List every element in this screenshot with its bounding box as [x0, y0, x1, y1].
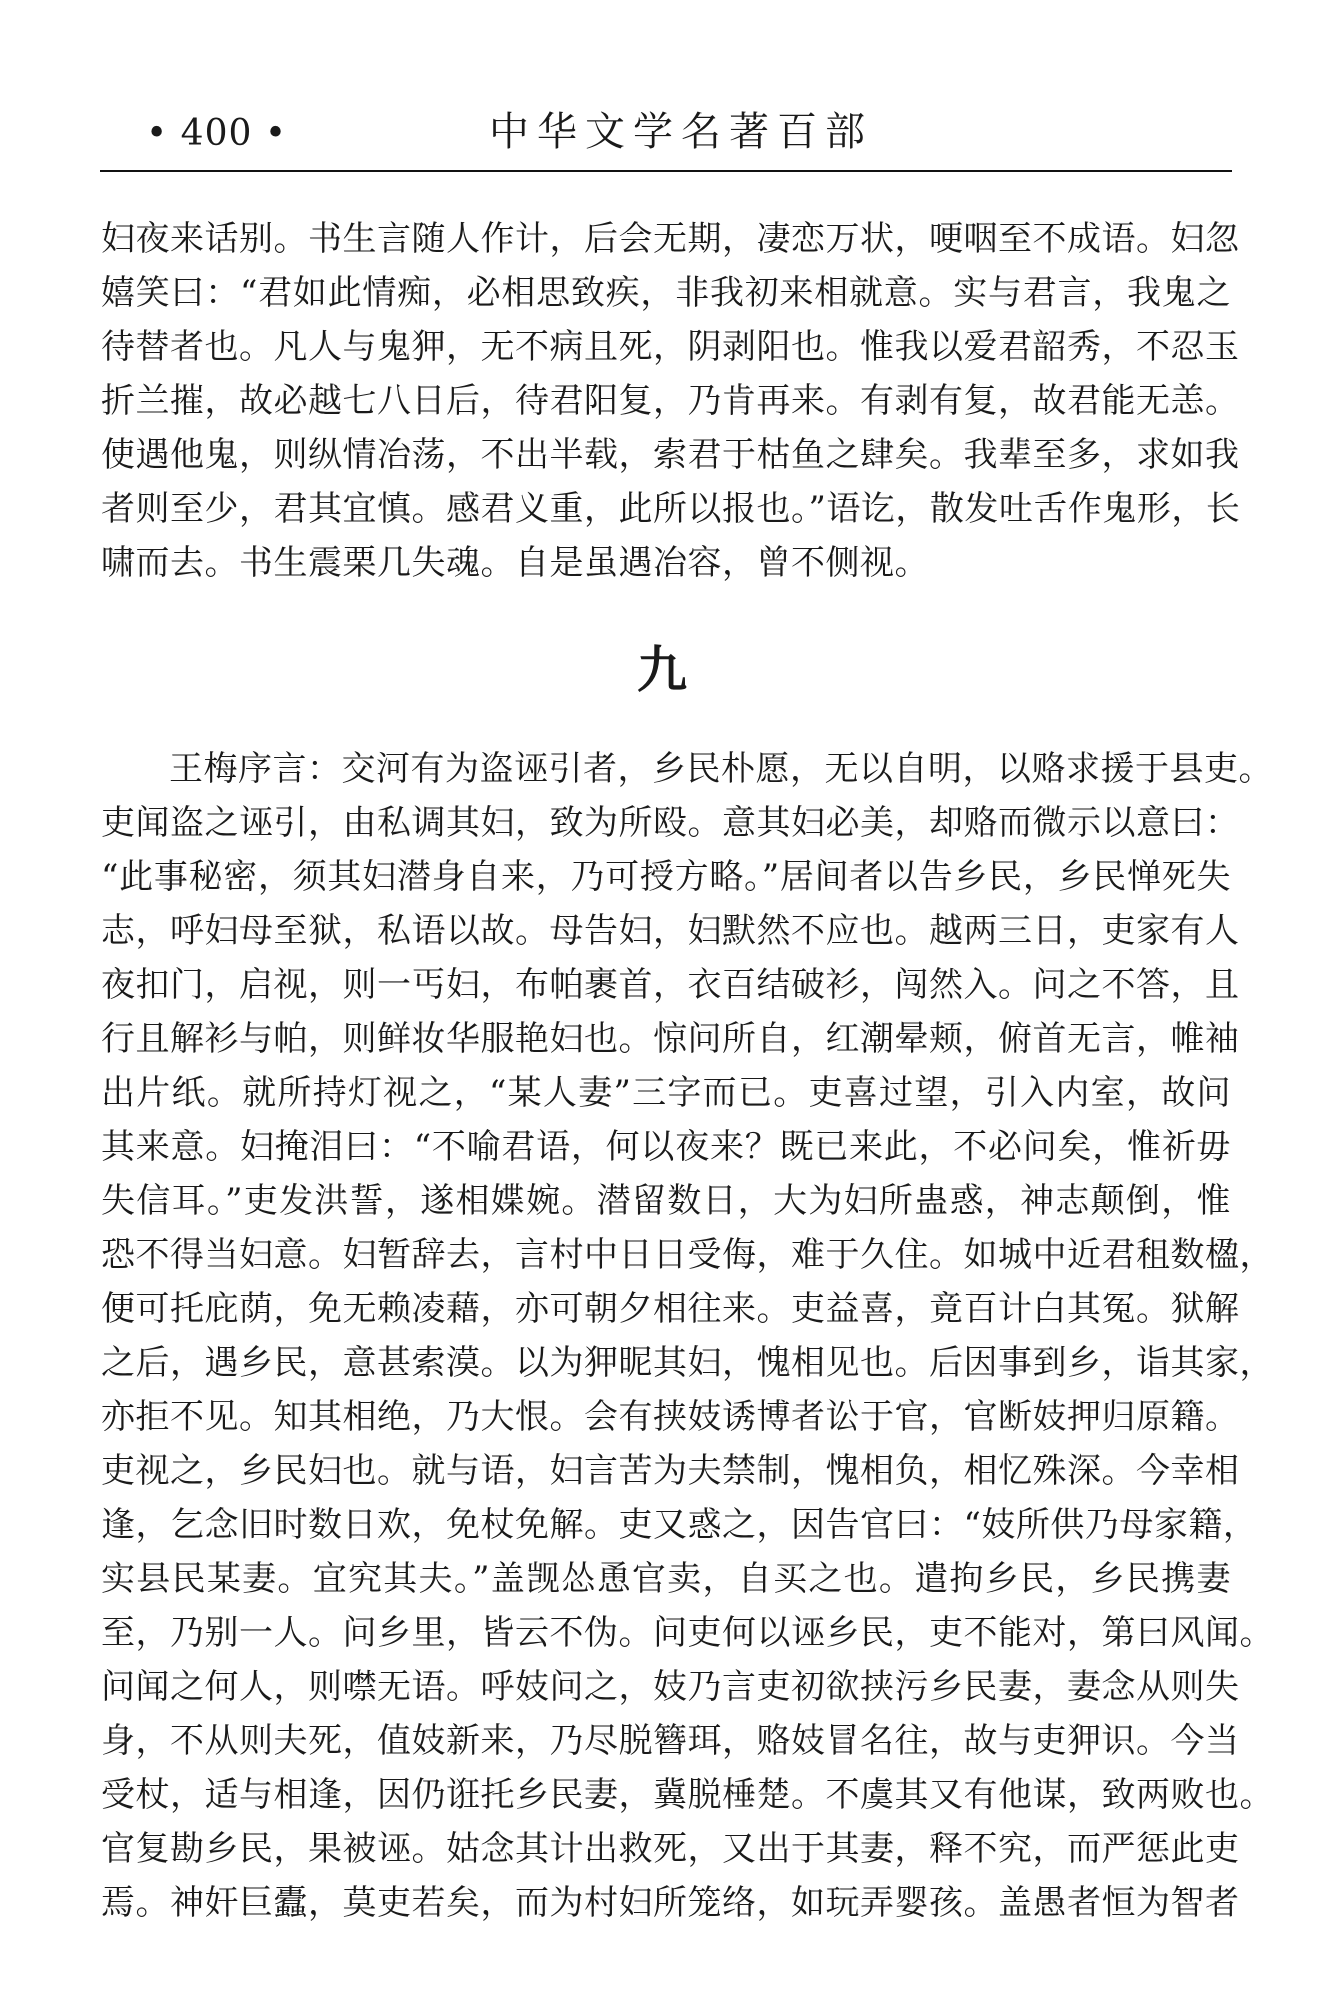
- book-title: 中华文学名著百部: [489, 109, 873, 155]
- text-line: 待替者也。凡人与鬼狎，无不病且死，阴剥阳也。惟我以爱君韶秀，不忍玉: [101, 327, 1240, 367]
- text-line: 吏闻盗之诬引，由私调其妇，致为所殴。意其妇必美，却赂而微示以意曰：: [101, 803, 1240, 843]
- page-number: • 400 •: [146, 113, 288, 154]
- text-line: 出片纸。就所持灯视之，“某人妻”三字而已。吏喜过望，引入内室，故问: [101, 1073, 1231, 1113]
- text-line: 志，呼妇母至狱，私语以故。母告妇，妇默然不应也。越两三日，吏家有人: [101, 911, 1240, 951]
- section-nine-text: [101, 742, 1274, 1930]
- text-line: 恐不得当妇意。妇暂辞去，言村中日日受侮，难于久住。如城中近君租数楹，: [101, 1235, 1274, 1275]
- text-line: 行且解衫与帕，则鲜妆华服艳妇也。惊问所自，红潮晕颊，俯首无言，帷袖: [101, 1019, 1240, 1059]
- text-line: 之后，遇乡民，意甚索漠。以为狎昵其妇，愧相见也。后因事到乡，诣其家，: [101, 1343, 1274, 1383]
- header-rule: [100, 170, 1232, 172]
- text-line: 使遇他鬼，则纵情冶荡，不出半载，索君于枯鱼之肆矣。我辈至多，求如我: [101, 435, 1240, 475]
- text-line: 其来意。妇掩泪曰：“不喻君语，何以夜来？既已来此，不必问矣，惟祈毋: [101, 1127, 1231, 1167]
- text-line: 焉。神奸巨蠹，莫吏若矣，而为村妇所笼络，如玩弄婴孩。盖愚者恒为智者: [101, 1883, 1240, 1923]
- text-line: 妇夜来话别。书生言随人作计，后会无期，凄恋万状，哽咽至不成语。妇忽: [101, 219, 1240, 259]
- text-line: 实县民某妻。宜究其夫。”盖觊怂恿官卖，自买之也。遣拘乡民，乡民携妻: [101, 1559, 1231, 1599]
- text-line: 亦拒不见。知其相绝，乃大恨。会有挟妓诱博者讼于官，官断妓押归原籍。: [101, 1397, 1240, 1437]
- text-line: 者则至少，君其宜慎。感君义重，此所以报也。”语讫，散发吐舌作鬼形，长: [101, 489, 1241, 529]
- text-line: 逢，乞念旧时数日欢，免杖免解。吏又惑之，因告官曰：“妓所供乃母家籍，: [101, 1505, 1258, 1545]
- text-line: 受杖，适与相逢，因仍诳托乡民妻，冀脱棰楚。不虞其又有他谋，致两败也。: [101, 1775, 1274, 1815]
- text-line: 折兰摧，故必越七八日后，待君阳复，乃肯再来。有剥有复，故君能无恙。: [101, 381, 1240, 421]
- text-line: 至，乃别一人。问乡里，皆云不伪。问吏何以诬乡民，吏不能对，第曰风闻。: [101, 1613, 1274, 1653]
- page-header: [100, 100, 1232, 172]
- text-line: 王梅序言：交河有为盗诬引者，乡民朴愿，无以自明，以赂求援于县吏。: [169, 749, 1273, 789]
- text-line: 官复勘乡民，果被诬。姑念其计出救死，又出于其妻，释不究，而严惩此吏: [101, 1829, 1240, 1869]
- text-line: 便可托庇荫，免无赖凌藉，亦可朝夕相往来。吏益喜，竟百计白其冤。狱解: [101, 1289, 1240, 1329]
- text-line: 嬉笑曰：“君如此情痴，必相思致疾，非我初来相就意。实与君言，我鬼之: [101, 273, 1231, 313]
- text-line: “此事秘密，须其妇潜身自来，乃可授方略。”居间者以告乡民，乡民惮死失: [101, 857, 1231, 897]
- text-line: 吏视之，乡民妇也。就与语，妇言苦为夫禁制，愧相负，相忆殊深。今幸相: [101, 1451, 1240, 1491]
- text-line: 失信耳。”吏发洪誓，遂相媟婉。潜留数日，大为妇所蛊惑，神志颠倒，惟: [101, 1181, 1231, 1221]
- previous-section-text: [101, 212, 1241, 590]
- text-line: 问闻之何人，则噤无语。呼妓问之，妓乃言吏初欲挟污乡民妻，妻念从则失: [101, 1667, 1240, 1707]
- text-line: 身，不从则夫死，值妓新来，乃尽脱簪珥，赂妓冒名往，故与吏狎识。今当: [101, 1721, 1240, 1761]
- text-line: 啸而去。书生震栗几失魂。自是虽遇冶容，曾不侧视。: [101, 543, 929, 583]
- text-line: 夜扣门，启视，则一丐妇，布帕裹首，衣百结破衫，闯然入。问之不答，且: [101, 965, 1240, 1005]
- section-heading: 九: [637, 640, 687, 699]
